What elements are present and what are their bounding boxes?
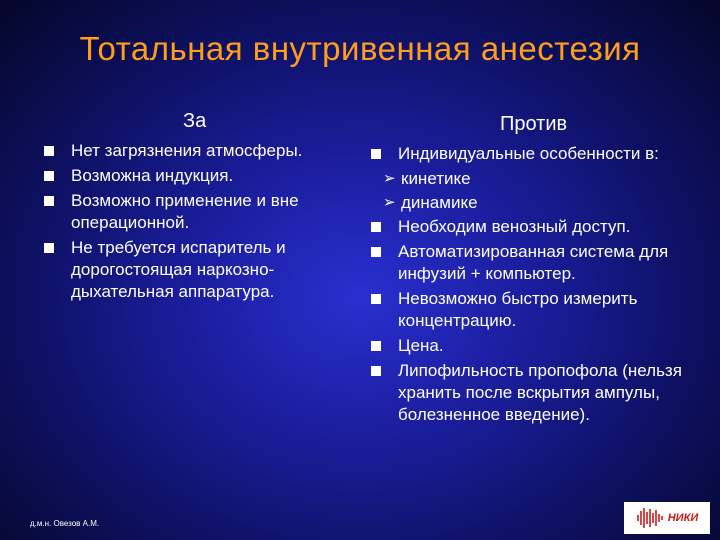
list-item-text: Нет загрязнения атмосферы. xyxy=(71,141,303,160)
arrow-bullet-icon: ➢ xyxy=(383,170,396,187)
square-bullet-icon xyxy=(371,366,381,376)
list-item-text: Невозможно быстро измерить концентрацию. xyxy=(398,289,638,330)
logo xyxy=(624,502,710,534)
list-item xyxy=(371,360,716,426)
sub-list-item xyxy=(371,168,716,190)
list-item xyxy=(371,241,716,285)
list-item-text: Необходим венозный доступ. xyxy=(398,217,631,236)
list-item-text: Автоматизированная система для инфузий + компьютер. xyxy=(398,242,669,283)
sub-list-item xyxy=(371,192,716,214)
square-bullet-icon xyxy=(44,146,54,156)
list-item xyxy=(371,288,716,332)
list-item-text: Индивидуальные особенности в: xyxy=(398,144,659,163)
list-item-text: Цена. xyxy=(398,336,444,355)
cons-list xyxy=(371,143,716,429)
sub-item-text: динамике xyxy=(401,193,478,212)
slide-title: Тотальная внутривенная анестезия xyxy=(79,30,641,67)
square-bullet-icon xyxy=(371,247,381,257)
square-bullet-icon xyxy=(371,341,381,351)
waveform-logo-icon xyxy=(636,507,666,529)
square-bullet-icon xyxy=(44,243,54,253)
list-item xyxy=(371,216,716,238)
list-item-text: Липофильность пропофола (нельзя хранить после вскрытия ампулы, болезненное введение). xyxy=(398,361,682,424)
list-item-text: Возможна индукция. xyxy=(71,166,234,185)
square-bullet-icon xyxy=(44,171,54,181)
square-bullet-icon xyxy=(371,222,381,232)
square-bullet-icon xyxy=(371,149,381,159)
square-bullet-icon xyxy=(371,294,381,304)
square-bullet-icon xyxy=(44,196,54,206)
list-item-text: Не требуется испаритель и дорогостоящая наркозно-дыхательная аппаратура. xyxy=(71,238,286,301)
list-item xyxy=(44,140,354,162)
list-item-text: Возможно применение и вне операционной. xyxy=(71,191,299,232)
list-item xyxy=(44,190,354,234)
list-item xyxy=(371,335,716,357)
pros-heading: За xyxy=(183,110,207,132)
author-footer: д.м.н. Овезов А.М. xyxy=(30,519,100,528)
list-item xyxy=(44,165,354,187)
cons-heading: Против xyxy=(500,113,568,135)
logo-text: НИКИ xyxy=(667,512,699,524)
list-item xyxy=(371,143,716,165)
pros-list xyxy=(44,140,354,306)
sub-item-text: кинетике xyxy=(401,169,471,188)
list-item xyxy=(44,237,354,303)
arrow-bullet-icon: ➢ xyxy=(383,194,396,211)
